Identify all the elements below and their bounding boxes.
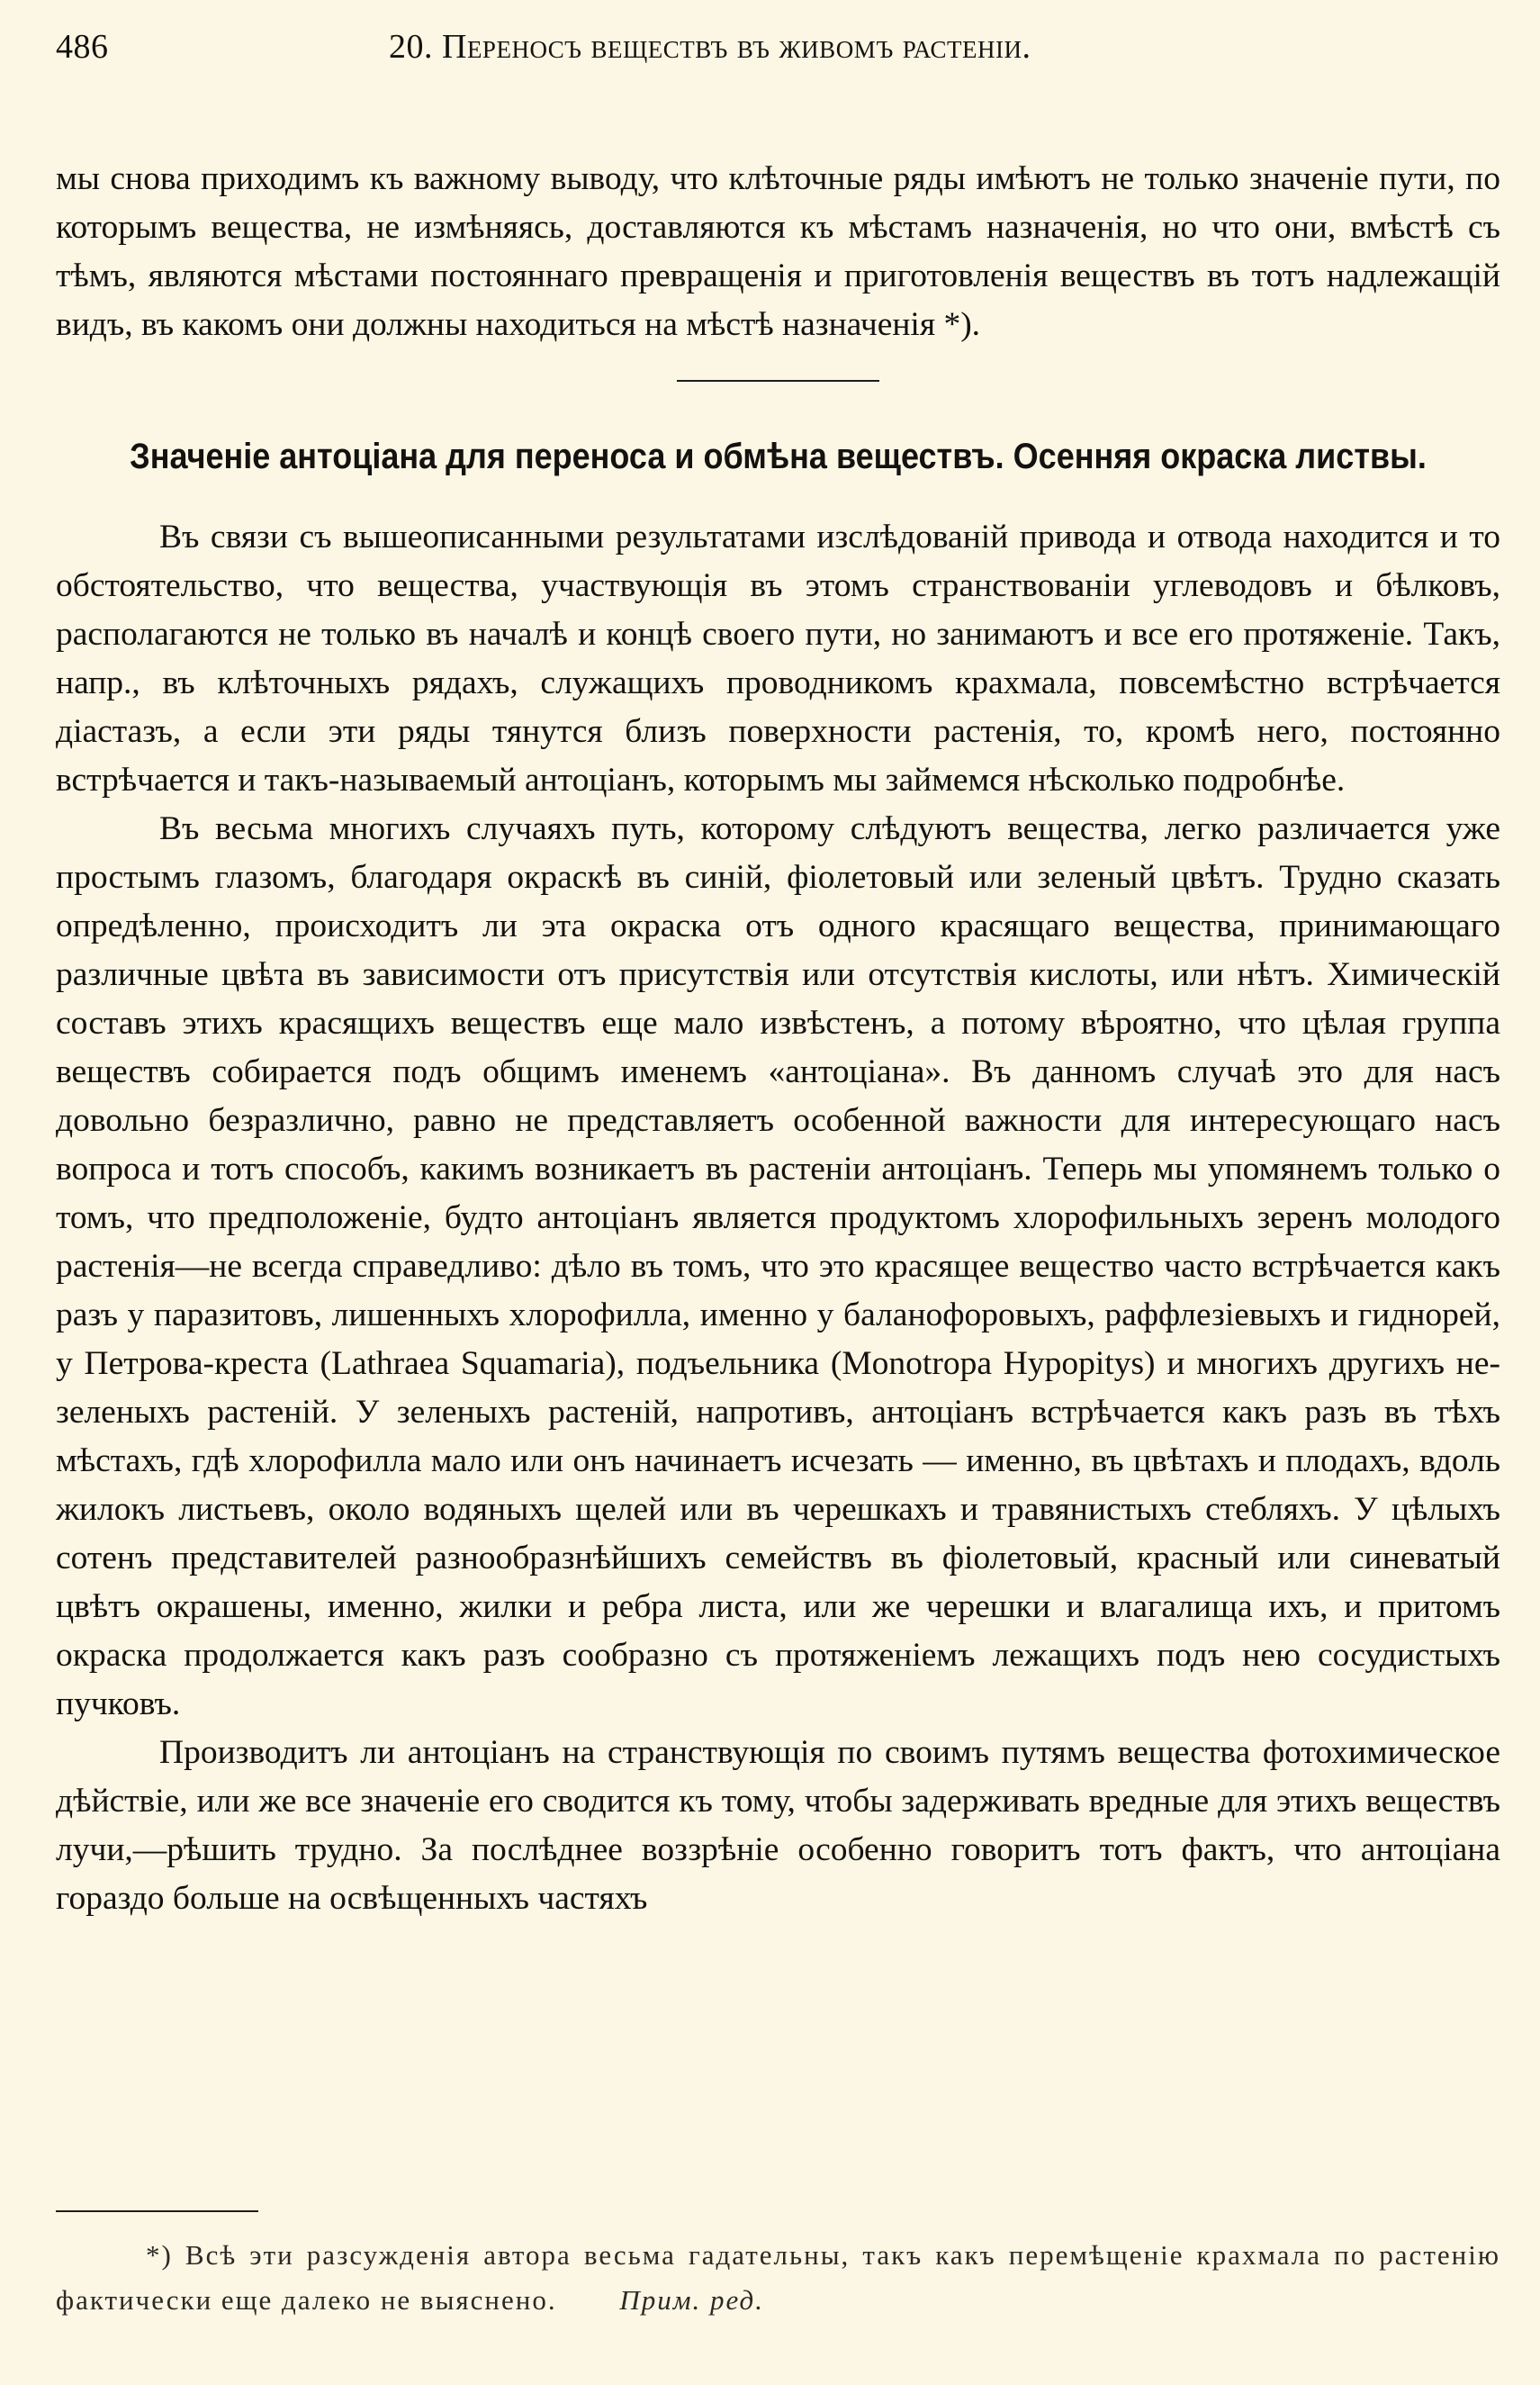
book-page <box>56 27 1500 2316</box>
section-divider <box>677 380 879 382</box>
paragraph: Въ весьма многихъ случаяхъ путь, которому слѣдуютъ вещества, легко различается уже простымъ глазомъ, благодаря окраскѣ въ синій, фіолетовый или зеленый цвѣтъ. Трудно сказать опредѣленно, происходитъ ли эта окраска отъ одного красящаго вещества, принимающаго различные цвѣта въ зависимости отъ присутствія или отсутствія кислоты, или нѣтъ. Химическій составъ этихъ красящихъ веществъ еще мало извѣстенъ, а потому вѣроятно, что цѣлая группа веществъ собирается подъ общимъ именемъ «антоціана». Въ данномъ случаѣ это для насъ довольно безразлично, равно не представляетъ особенной важности для интересующаго насъ вопроса и тотъ способъ, какимъ возникаетъ въ растеніи антоціанъ. Теперь мы упомянемъ только о томъ, что предположеніе, будто антоціанъ является продуктомъ хлорофильныхъ зеренъ молодого растенія—не всегда справедливо: дѣло въ томъ, что это красящее вещество часто встрѣчается какъ разъ у паразитовъ, лишенныхъ хлорофилла, именно у баланофоровыхъ, раффлезіевыхъ и гиднорей, у Петрова-креста (Lathraea Squamaria), подъельника (Monotropa Hypopitys) и многихъ другихъ не-зеленыхъ растеній. У зеленыхъ растеній, напротивъ, антоціанъ встрѣчается какъ разъ въ тѣхъ мѣстахъ, гдѣ хлорофилла мало или онъ начинаетъ исчезать — именно, въ цвѣтахъ и плодахъ, вдоль жилокъ листьевъ, около водяныхъ щелей или въ черешкахъ и травянистыхъ стебляхъ. У цѣлыхъ сотенъ представителей разнообразнѣйшихъ семействъ въ фіолетовый, красный или синеватый цвѣтъ окрашены, именно, жилки и ребра листа, или же черешки и влагалища ихъ, и притомъ окраска продолжается какъ разъ сообразно съ протяженіемъ лежащихъ подъ нею сосудистыхъ пучковъ. <box>56 810 1500 1722</box>
footnote-credit: Прим. ред. <box>619 2284 764 2316</box>
paragraph: Производитъ ли антоціанъ на странствующія по своимъ путямъ вещества фотохимическое дѣйствіе, или же все значеніе его сводится къ тому, чтобы задерживать вредные для этихъ веществъ лучи,—рѣшить трудно. За послѣднее воззрѣніе особенно говоритъ тотъ фактъ, что антоціана гораздо больше на освѣщенныхъ частяхъ <box>56 1734 1500 1917</box>
footnote-divider <box>56 2210 258 2212</box>
running-head <box>56 27 1500 72</box>
body-text <box>56 155 1500 1923</box>
section-heading: Значеніе антоціана для переноса и обмѣна веществъ. Осенняя окраска листвы. <box>130 437 1427 476</box>
running-title: 20. Переносъ веществъ въ живомъ растеніи. <box>389 28 1031 66</box>
page-number: 486 <box>56 28 109 66</box>
footnote-text: *) Всѣ эти разсужденія автора весьма гадательны, такъ какъ перемѣщеніе крахмала по растенію фактически еще далеко не выяснено. <box>56 2239 1500 2316</box>
paragraph: Въ связи съ вышеописанными результатами изслѣдованій привода и отвода находится и то обстоятельство, что вещества, участвующія въ этомъ странствованіи углеводовъ и бѣлковъ, располагаются не только въ началѣ и концѣ своего пути, но занимаютъ и все его протяженіе. Такъ, напр., въ клѣточныхъ рядахъ, служащихъ проводникомъ крахмала, повсемѣстно встрѣчается діастазъ, а если эти ряды тянутся близъ поверхности растенія, то, кромѣ него, постоянно встрѣчается и такъ-называемый антоціанъ, которымъ мы займемся нѣсколько подробнѣе. <box>56 519 1500 799</box>
footnote <box>56 2233 1500 2323</box>
continuation-paragraph: мы снова приходимъ къ важному выводу, что клѣточные ряды имѣютъ не только значеніе пути, по которымъ вещества, не измѣняясь, доставляются къ мѣстамъ назначенія, но что они, вмѣстѣ съ тѣмъ, являются мѣстами постояннаго превращенія и приготовленія веществъ въ тотъ надлежащій видъ, въ какомъ они должны находиться на мѣстѣ назначенія *). <box>56 160 1500 343</box>
